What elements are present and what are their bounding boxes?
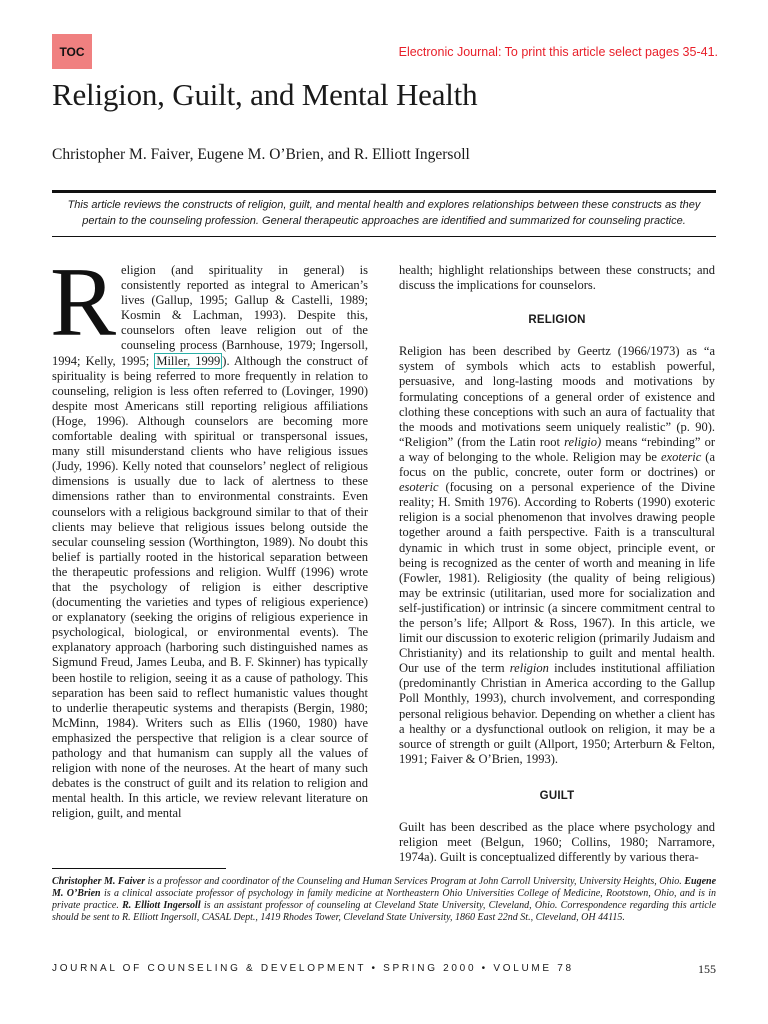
abstract-top-rule (52, 190, 716, 193)
term-religio: religio) (564, 434, 602, 449)
abstract: This article reviews the constructs of religion, guilt, and mental health and explores relationships between these constructs as they pertain to the counseling profession. General therapeutic approaches are identified and summarized for counseling practice. (67, 199, 701, 227)
intro-text-a: eligion (and spirituality in general) is consistently reported as integral to American’s lives (Gallup, 1995; Gallup & Castelli, 1989; Kosmin & Lachman, 1993). Despite this, counselors often leave religion out of the counseling process (Barnhouse, 1979; Ingersoll, 1994; Kelly, 1995; (52, 263, 368, 368)
religion-text-b: means “rebinding” or a way of belonging to the whole. Religion may be (399, 434, 715, 464)
religion-text-d: (focusing on a personal experience of the Divine reality; H. Smith 1976). According to Roberts (1990) exoteric religion is a social phenomenon that involves drawing people together around a faith perspective. Faith is a transcultural dynamic in which trust in some object, principle event, or being is recognized as the center of worth and meaning in life (Fowler, 1981). Religiosity (the quality of being religious) may be extrinsic (utilitarian, used more for socialization and self-justification) or intrinsic (a sincere commitment central to the person’s life; Allport & Ross, 1967). In this article, we limit our discussion to exoteric religion (primarily Judaism and Christianity) and its relationship to guilt and mental health. Our use of the term (399, 480, 715, 676)
footnote-author-1: Christopher M. Faiver (52, 876, 146, 887)
term-esoteric: esoteric (399, 480, 439, 495)
religion-paragraph (399, 344, 715, 767)
running-footer: JOURNAL OF COUNSELING & DEVELOPMENT • SPRING 2000 • VOLUME 78 (52, 963, 574, 974)
footnote-text-1: is a professor and coordinator of the Counseling and Human Services Program at John Carroll University, University Heights, Ohio. (145, 876, 685, 887)
citation-link-miller[interactable]: Miller, 1999 (156, 353, 221, 368)
religion-text-c: (a focus on the public, concrete, outer form or doctrines) or (399, 449, 715, 480)
footnote-text-2: is a clinical associate professor of psychology in family medicine at Northeastern Ohio Universities College of Medicine, Rootstown, Ohio, and is in private practice. (52, 888, 716, 911)
toc-button[interactable]: TOC (52, 34, 92, 69)
section-heading-guilt: GUILT (539, 789, 575, 802)
religion-text-e: includes institutional affiliation (predominantly Christian in America according to the Gallup Poll Monthly, 1993), church involvement, and corresponding personal religious behavior. Depending on whether a client has a healthy or a dysfunctional outlook on religion, it may be a source of strength or guilt (Allport, 1950; Arterburn & Felton, 1991; Faiver & O’Brien, 1993). (399, 661, 715, 766)
term-religion: religion (509, 661, 549, 676)
drop-cap: R (50, 248, 117, 357)
section-heading-religion: RELIGION (528, 314, 586, 327)
body-column-left (50, 248, 369, 821)
term-exoteric: exoteric (661, 449, 702, 464)
footnote-author-2: Eugene M. O’Brien (52, 876, 717, 899)
intro-text-b: ). Although the construct of spirituality is being referred to more frequently in relation to counseling, religion is less often referred to (Lovinger, 1990) despite most Americans still reporting religious affiliations (Hoge, 1996). Although counselors are becoming more comfortable dealing with spiritual or transpersonal issues, many still misunderstand clients who have religious issues (Judy, 1996). Kelly noted that counselors’ neglect of religious dimensions is usually due to lack of alertness to these dimensions rather than to environmental constraints. Even counselors with a religious background similar to that of their clients may believe that religious issues belong outside the secular counseling session (Worthington, 1989). No doubt this belief is partially rooted in the historical separation between the therapeutic professions and religion. Wulff (1996) wrote that the psychology of religion is either descriptive (documenting the varieties and types of religious experience) or explanatory (seeking the origins of religious experience in psychological, biological, or environmental events). The explanatory approach (harboring such distinguished names as Sigmund Freud, James Leuba, and B. F. Skinner) has typically been hostile to religion, seeing it as a cause of pathology. This separation has been said to reflect humanistic values thought to underlie therapeutic systems and therapists (Bergin, 1980; McMinn, 1984). Writers such as Ellis (1960, 1980) have emphasized the perspective that religion is a clear source of pathology and that humanism can supply all the values of religion with none of the neuroses. At the heart of many such debates is the construct of guilt and its relation to religion and mental health. In this article, we review relevant literature on religion, guilt, and mental (52, 353, 369, 821)
footnote-rule (52, 868, 226, 869)
intro-continuation: health; highlight relationships between these constructs; and discuss the implications for counselors. (399, 263, 715, 293)
electronic-journal-note: Electronic Journal: To print this article select pages 35-41. (398, 45, 718, 59)
abstract-bottom-rule (52, 236, 716, 237)
article-title: Religion, Guilt, and Mental Health (52, 77, 478, 112)
guilt-paragraph: Guilt has been described as the place where psychology and religion meet (Belgun, 1960; Collins, 1980; Narramore, 1974a). Guilt is conceptualized differently by various thera- (399, 820, 715, 865)
footnote-text-3: is an assistant professor of counseling at Cleveland State University, Cleveland, Ohio. Correspondence regarding this article should be sent to R. Elliott Ingersoll, CASAL Dept., 1419 Rhodes Tower, Cleveland State University, 1860 East 22nd St., Cleveland, OH 44115. (52, 900, 717, 923)
page-number: 155 (698, 962, 716, 976)
article-authors: Christopher M. Faiver, Eugene M. O’Brien, and R. Elliott Ingersoll (52, 146, 470, 163)
religion-text-a: Religion has been described by Geertz (1966/1973) as “a system of symbols which acts to establish powerful, persuasive, and long-lasting moods and motivations by formulating conceptions of a general order of existence and clothing these conceptions with such an aura of factuality that the moods and motivations seem uniquely realistic” (p. 90). “Religion” (from the Latin root (399, 344, 715, 449)
body-column-right (399, 263, 715, 865)
footnote-author-3: R. Elliott Ingersoll (122, 900, 201, 911)
author-footnote (52, 876, 716, 924)
intro-paragraph (50, 248, 369, 821)
